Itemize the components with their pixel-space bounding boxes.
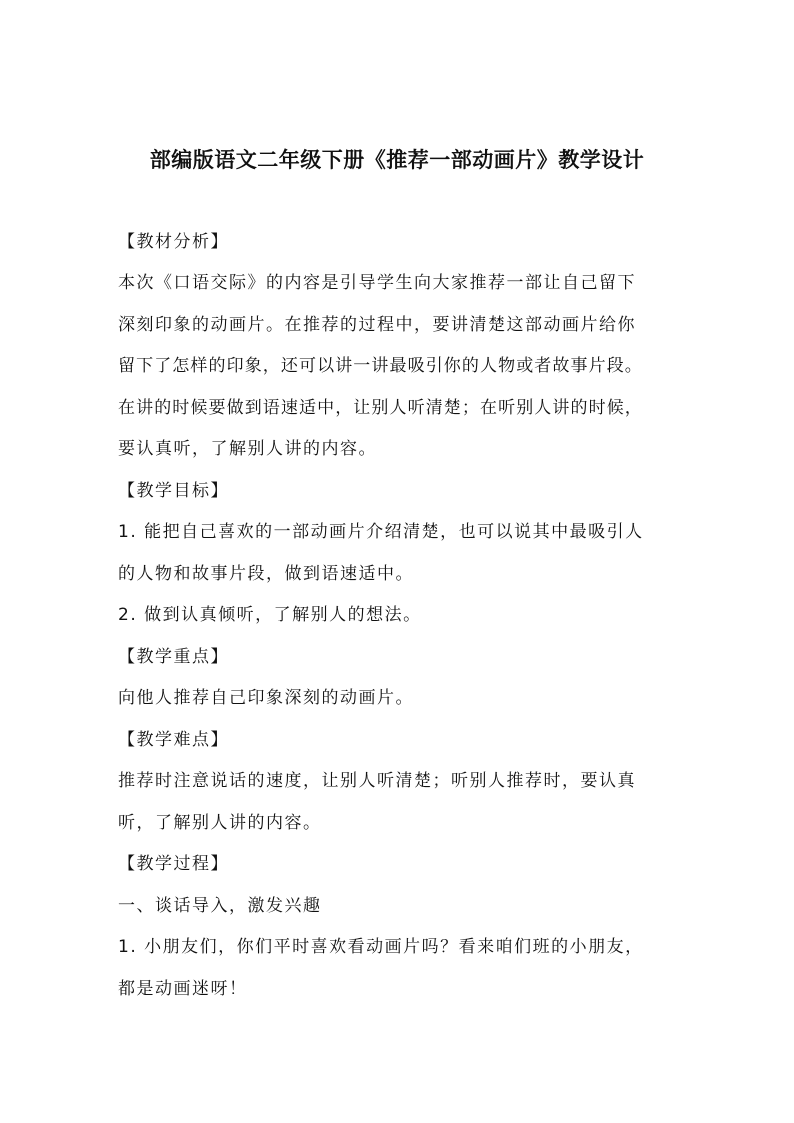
section-heading-difficulties: 【教学难点】 (118, 730, 229, 750)
paragraph-line: 向他人推荐自己印象深刻的动画片。 (118, 688, 414, 708)
paragraph-line: 要认真听，了解别人讲的内容。 (118, 439, 377, 459)
section-heading-teaching-goals: 【教学目标】 (118, 481, 229, 501)
section-heading-material-analysis: 【教材分析】 (118, 232, 229, 252)
paragraph-line: 留下了怎样的印象，还可以讲一讲最吸引你的人物或者故事片段。 (118, 356, 643, 376)
paragraph-line: 的人物和故事片段，做到语速适中。 (118, 564, 414, 584)
paragraph-line: 本次《口语交际》的内容是引导学生向大家推荐一部让自己留下 (118, 273, 636, 293)
paragraph-line: 在讲的时候要做到语速适中，让别人听清楚；在听别人讲的时候， (118, 398, 643, 418)
paragraph-line: 1. 能把自己喜欢的一部动画片介绍清楚，也可以说其中最吸引人 (118, 522, 644, 542)
subsection-heading: 一、谈话导入，激发兴趣 (118, 896, 322, 916)
paragraph-line: 1. 小朋友们，你们平时喜欢看动画片吗？看来咱们班的小朋友， (118, 937, 644, 957)
document-title: 部编版语文二年级下册《推荐一部动画片》教学设计 (149, 147, 645, 172)
paragraph-line: 深刻印象的动画片。在推荐的过程中，要讲清楚这部动画片给你 (118, 315, 636, 335)
paragraph-line: 听，了解别人讲的内容。 (118, 813, 322, 833)
section-heading-key-points: 【教学重点】 (118, 647, 229, 667)
section-heading-teaching-process: 【教学过程】 (118, 854, 229, 874)
paragraph-line: 推荐时注意说话的速度，让别人听清楚；听别人推荐时，要认真 (118, 771, 636, 791)
paragraph-line: 都是动画迷呀！ (118, 979, 248, 999)
paragraph-line: 2. 做到认真倾听，了解别人的想法。 (118, 605, 422, 625)
